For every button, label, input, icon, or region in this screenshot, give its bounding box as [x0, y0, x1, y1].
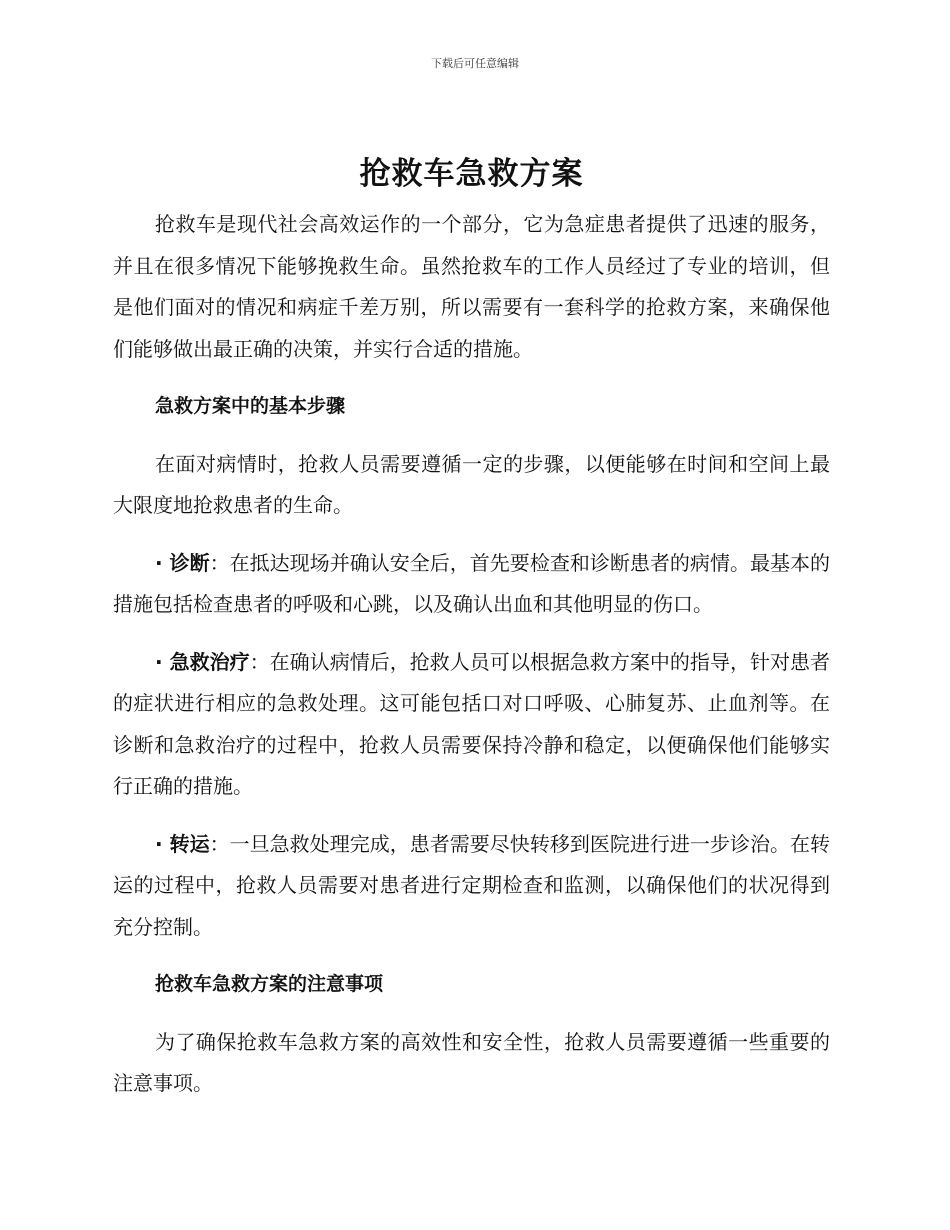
basic-steps-intro-paragraph: 在面对病情时，抢救人员需要遵循一定的步骤，以便能够在时间和空间上最大限度地抢救患者的生命。 — [113, 451, 830, 517]
step-item-emergency-treatment — [113, 642, 830, 808]
step-text-diagnosis: 在抵达现场并确认安全后，首先要检查和诊断患者的病情。最基本的措施包括检查患者的呼吸和心跳，以及确认出血和其他明显的伤口。 — [113, 550, 831, 616]
page-header-note: 下载后可任意编辑 — [431, 57, 519, 70]
section-heading-precautions: 抢救车急救方案的注意事项 — [155, 973, 384, 995]
precautions-intro-paragraph: 为了确保抢救车急救方案的高效性和安全性，抢救人员需要遵循一些重要的注意事项。 — [113, 1029, 830, 1095]
document-body — [113, 150, 830, 1121]
step-text-emergency-treatment: 在确认病情后，抢救人员可以根据急救方案中的指导，针对患者的症状进行相应的急救处理。这可能包括口对口呼吸、心肺复苏、止血剂等。在诊断和急救治疗的过程中，抢救人员需要保持冷静和稳定，以便确保他们能够实行正确的措施。 — [113, 649, 831, 798]
step-separator: ： — [209, 550, 230, 575]
section-heading-basic-steps: 急救方案中的基本步骤 — [155, 395, 346, 417]
intro-paragraph: 抢救车是现代社会高效运作的一个部分，它为急症患者提供了迅速的服务，并且在很多情况下能够挽救生命。虽然抢救车的工作人员经过了专业的培训，但是他们面对的情况和病症千差万别，所以需要有一套科学的抢救方案，来确保他们能够做出最正确的决策，并实行合适的措施。 — [113, 212, 830, 361]
step-text-transport: 一旦急救处理完成，患者需要尽快转移到医院进行进一步诊治。在转运的过程中，抢救人员需要对患者进行定期检查和监测，以确保他们的状况得到充分控制。 — [113, 831, 831, 939]
step-separator: ： — [209, 831, 230, 856]
step-separator: ： — [249, 649, 270, 674]
step-item-transport — [113, 824, 830, 949]
step-term-emergency-treatment: · 急救治疗 — [155, 649, 250, 674]
step-item-diagnosis — [113, 543, 830, 626]
step-term-diagnosis: · 诊断 — [155, 550, 210, 575]
document-title: 抢救车急救方案 — [359, 156, 584, 192]
step-term-transport: · 转运 — [155, 831, 210, 856]
